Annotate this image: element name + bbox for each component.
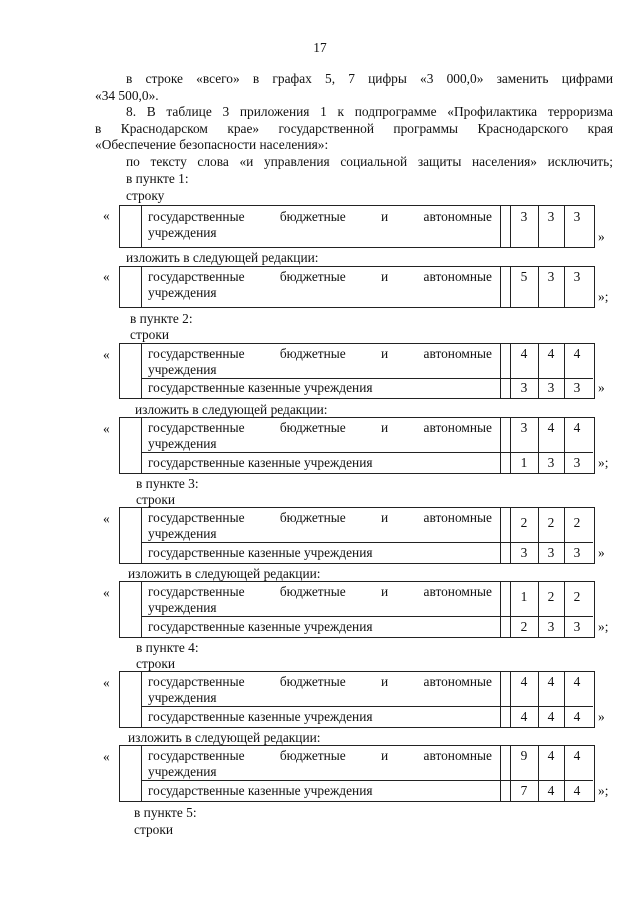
close-quote: »; bbox=[598, 619, 609, 634]
table-cell: 1 bbox=[520, 589, 528, 604]
label-kazen: государственные казенные учреждения bbox=[148, 455, 373, 470]
table-cell: 4 bbox=[547, 709, 555, 724]
table-cell: 7 bbox=[520, 783, 528, 798]
table-cell: 3 bbox=[573, 269, 581, 284]
text-line-6: по тексту слова «и управления социальной защиты населения» исключить; bbox=[126, 154, 613, 169]
point-5-heading: в пункте 5: bbox=[134, 805, 197, 820]
close-quote: »; bbox=[598, 289, 609, 304]
label-kazen: государственные казенные учреждения bbox=[148, 619, 373, 634]
open-quote: « bbox=[103, 585, 110, 600]
table-cell: 3 bbox=[520, 545, 528, 560]
rows-word: строки bbox=[130, 327, 170, 342]
label-budget: государственные бюджетные и автономные учреждения bbox=[148, 420, 492, 451]
close-quote: » bbox=[598, 380, 605, 395]
row-word-single: строку bbox=[126, 188, 165, 203]
table-cell: 4 bbox=[520, 709, 528, 724]
table-cell: 3 bbox=[573, 619, 581, 634]
table-cell: 4 bbox=[573, 709, 581, 724]
table-cell: 2 bbox=[547, 515, 555, 530]
text-line-5: «Обеспечение безопасности населения»: bbox=[95, 137, 329, 152]
close-quote: » bbox=[598, 709, 605, 724]
close-quote: » bbox=[598, 229, 605, 244]
text-line-4: в Краснодарском крае» государственной программы Краснодарского края bbox=[95, 121, 613, 136]
table-cell: 3 bbox=[573, 455, 581, 470]
table-cell: 2 bbox=[520, 515, 528, 530]
table-cell: 2 bbox=[547, 589, 555, 604]
table-cell: 4 bbox=[520, 674, 528, 689]
table-cell: 4 bbox=[573, 783, 581, 798]
rows-word: строки bbox=[136, 656, 176, 671]
point-1-heading: в пункте 1: bbox=[126, 171, 189, 186]
table-cell: 3 bbox=[547, 455, 555, 470]
table-cell: 4 bbox=[547, 420, 555, 435]
text-line-2: «34 500,0». bbox=[95, 88, 159, 103]
label-budget: государственные бюджетные и автономные учреждения bbox=[148, 510, 492, 541]
table-cell: 9 bbox=[520, 748, 528, 763]
table-cell: 3 bbox=[520, 380, 528, 395]
table-cell: 3 bbox=[520, 209, 528, 224]
replace-phrase: изложить в следующей редакции: bbox=[128, 730, 321, 745]
table-cell: 2 bbox=[573, 515, 581, 530]
table-cell: 4 bbox=[547, 748, 555, 763]
label-budget: государственные бюджетные и автономные учреждения bbox=[148, 674, 492, 705]
label-kazen: государственные казенные учреждения bbox=[148, 545, 373, 560]
text-line-3: 8. В таблице 3 приложения 1 к подпрограмме «Профилактика терроризма bbox=[126, 104, 613, 119]
rows-word: строки bbox=[134, 822, 174, 837]
close-quote: » bbox=[598, 545, 605, 560]
point-3-heading: в пункте 3: bbox=[136, 476, 199, 491]
close-quote: »; bbox=[598, 783, 609, 798]
label-budget: государственные бюджетные и автономные учреждения bbox=[148, 269, 492, 300]
open-quote: « bbox=[103, 269, 110, 284]
label-kazen: государственные казенные учреждения bbox=[148, 709, 373, 724]
table-cell: 4 bbox=[547, 674, 555, 689]
label-kazen: государственные казенные учреждения bbox=[148, 380, 373, 395]
table-cell: 3 bbox=[573, 545, 581, 560]
label-kazen: государственные казенные учреждения bbox=[148, 783, 373, 798]
table-cell: 4 bbox=[573, 674, 581, 689]
open-quote: « bbox=[103, 675, 110, 690]
table-cell: 3 bbox=[547, 269, 555, 284]
table-cell: 4 bbox=[573, 346, 581, 361]
table-cell: 3 bbox=[547, 545, 555, 560]
point-4-heading: в пункте 4: bbox=[136, 640, 199, 655]
table-cell: 2 bbox=[573, 589, 581, 604]
open-quote: « bbox=[103, 749, 110, 764]
open-quote: « bbox=[103, 421, 110, 436]
table-cell: 3 bbox=[547, 380, 555, 395]
table-cell: 4 bbox=[573, 748, 581, 763]
table-cell: 3 bbox=[547, 619, 555, 634]
text-line-1: в строке «всего» в графах 5, 7 цифры «3 000,0» заменить цифрами bbox=[126, 71, 613, 86]
table-cell: 3 bbox=[573, 209, 581, 224]
table-cell: 3 bbox=[520, 420, 528, 435]
table-cell: 2 bbox=[520, 619, 528, 634]
open-quote: « bbox=[103, 208, 110, 223]
replace-phrase: изложить в следующей редакции: bbox=[126, 250, 319, 265]
table-cell: 3 bbox=[573, 380, 581, 395]
label-budget: государственные бюджетные и автономные учреждения bbox=[148, 584, 492, 615]
open-quote: « bbox=[103, 511, 110, 526]
table-cell: 4 bbox=[547, 783, 555, 798]
table-cell: 5 bbox=[520, 269, 528, 284]
table-cell: 1 bbox=[520, 455, 528, 470]
table-cell: 4 bbox=[573, 420, 581, 435]
table-cell: 4 bbox=[547, 346, 555, 361]
page-number: 17 bbox=[313, 40, 327, 55]
label-budget: государственные бюджетные и автономные учреждения bbox=[148, 346, 492, 377]
open-quote: « bbox=[103, 347, 110, 362]
label-budget: государственные бюджетные и автономные учреждения bbox=[148, 748, 492, 779]
point-2-heading: в пункте 2: bbox=[130, 311, 193, 326]
close-quote: »; bbox=[598, 455, 609, 470]
label-budget: государственные бюджетные и автономные учреждения bbox=[148, 209, 492, 240]
replace-phrase: изложить в следующей редакции: bbox=[128, 566, 321, 581]
table-cell: 4 bbox=[520, 346, 528, 361]
table-cell: 3 bbox=[547, 209, 555, 224]
replace-phrase: изложить в следующей редакции: bbox=[135, 402, 328, 417]
rows-word: строки bbox=[136, 492, 176, 507]
